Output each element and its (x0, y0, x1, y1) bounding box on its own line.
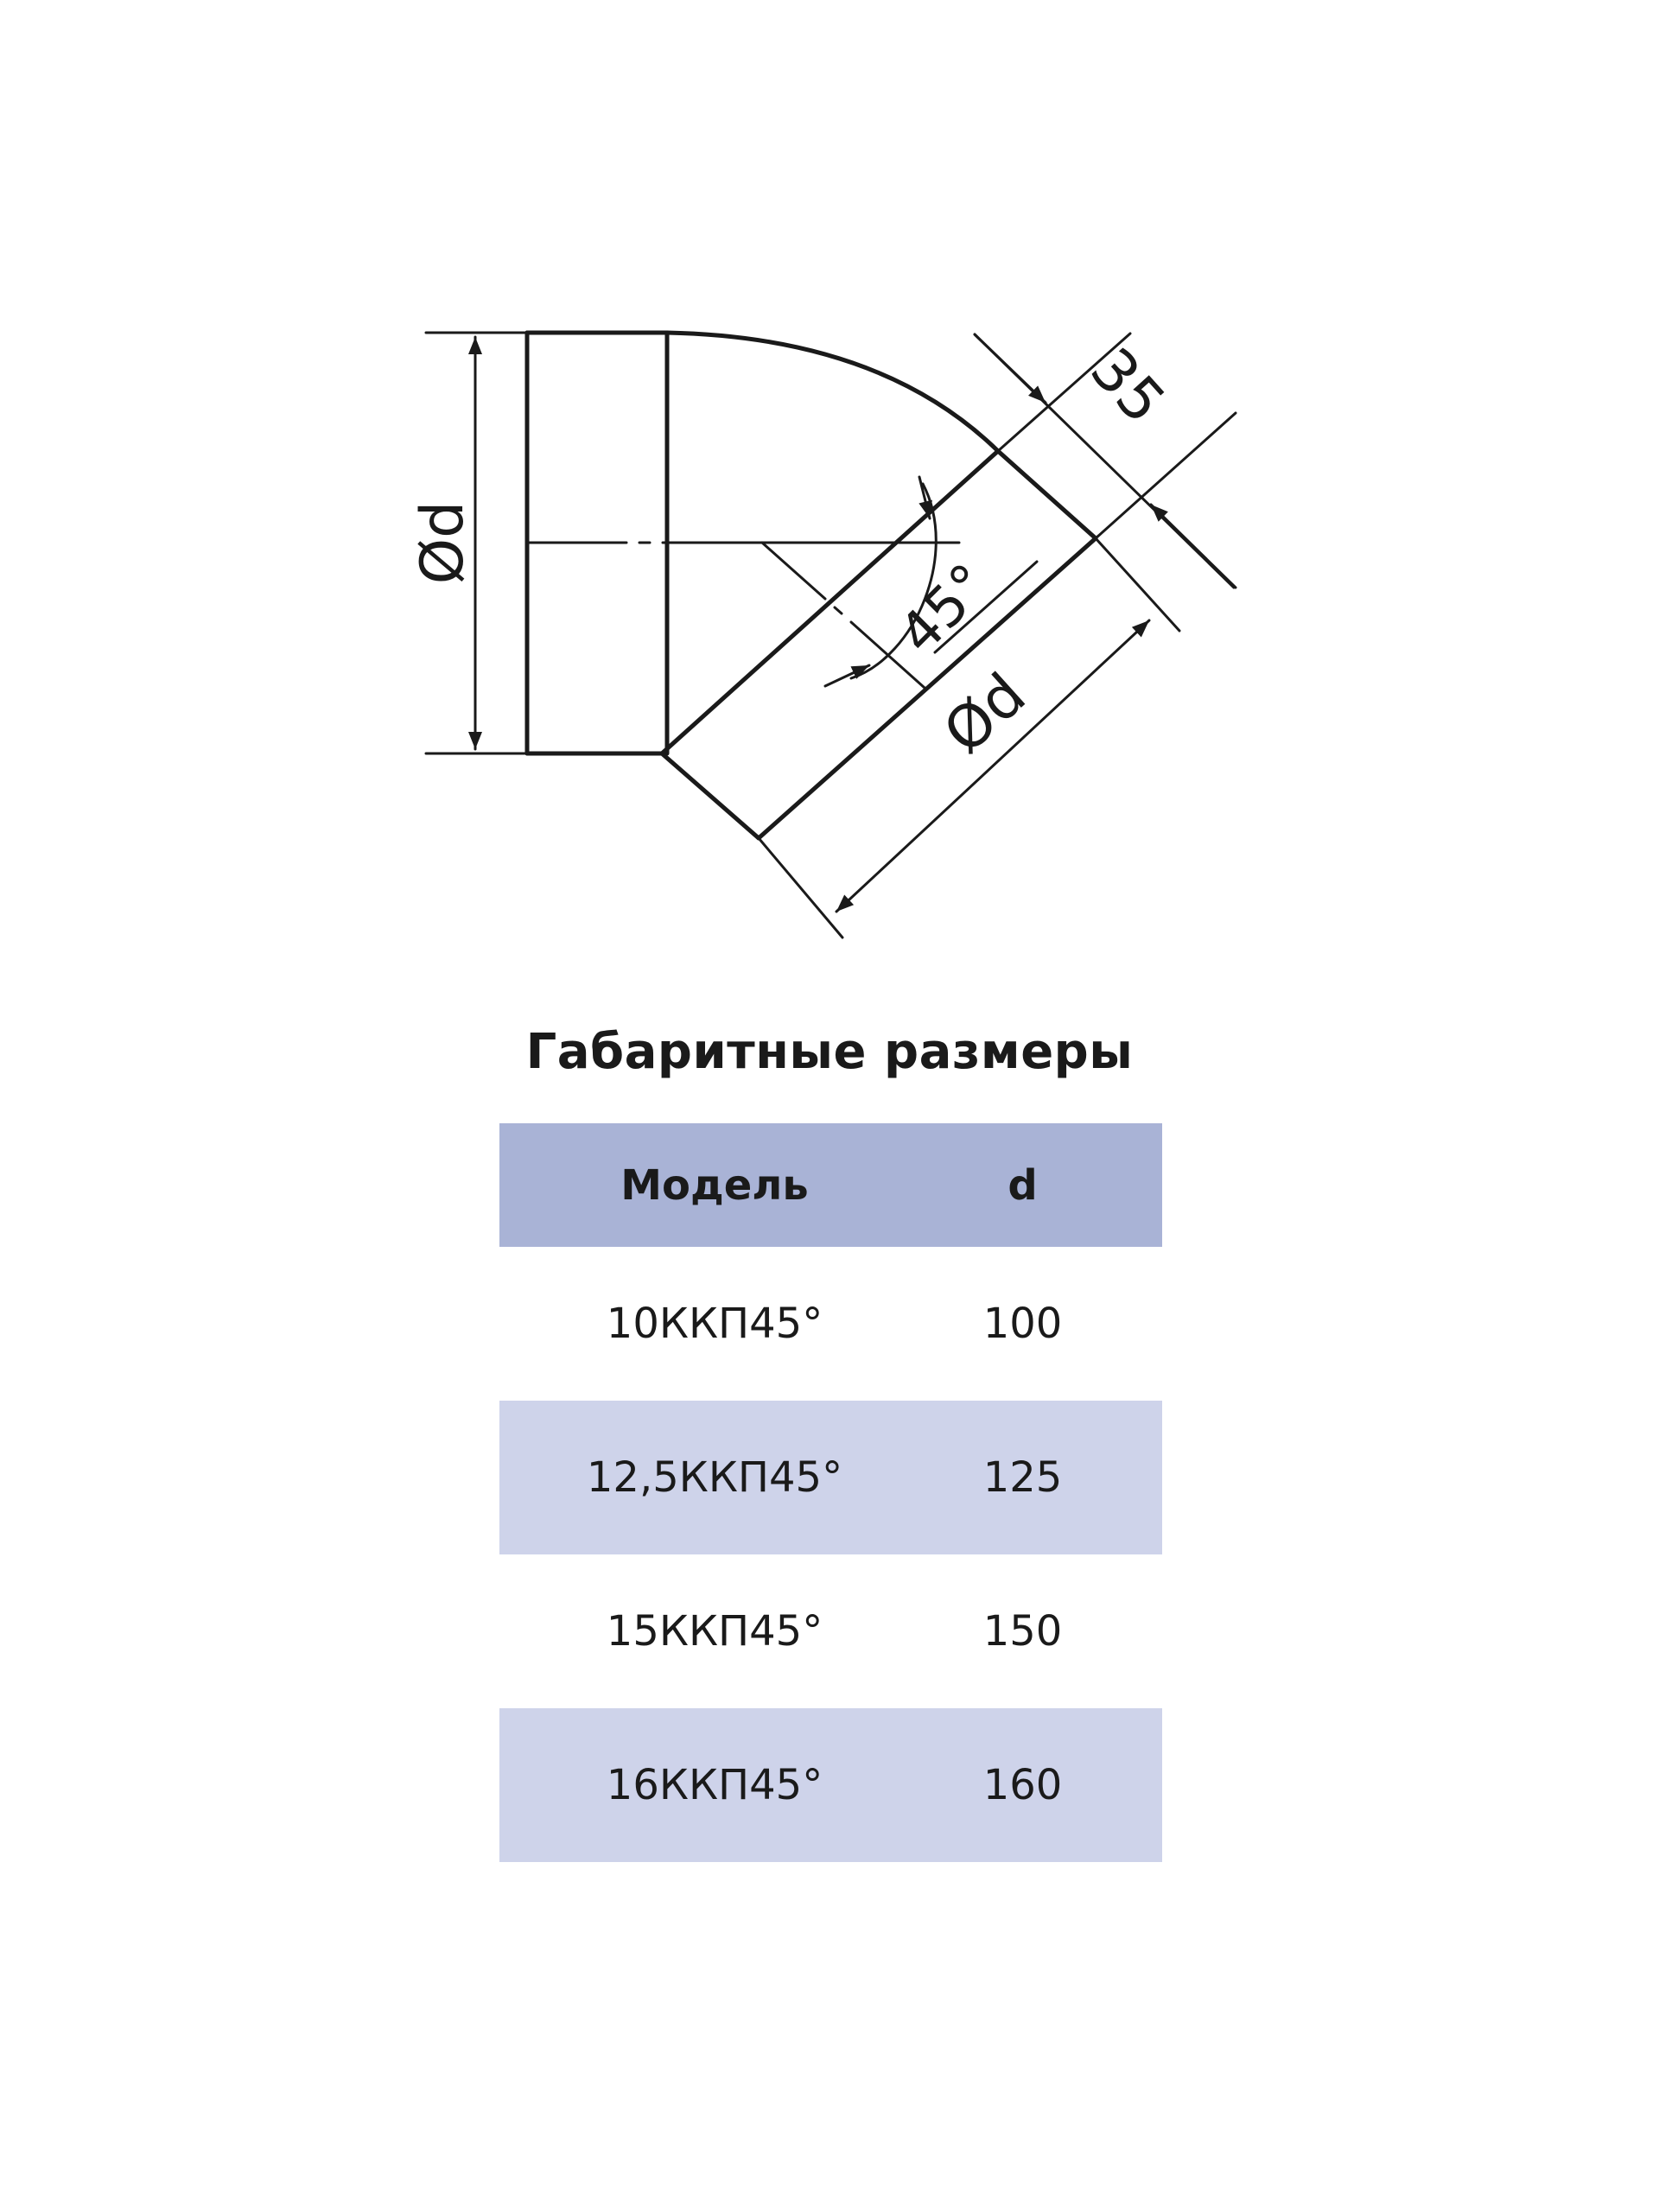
table-header-row (499, 1123, 1162, 1247)
diameter-label-left: Ød (409, 500, 477, 585)
socket-length-label: 35 (1077, 335, 1179, 437)
d-cell: 150 (982, 1607, 1063, 1656)
dimensions-table (499, 1123, 1162, 1862)
angle-label: 45° (887, 551, 1002, 667)
dimensions-table-title: Габаритные размеры (525, 1024, 1134, 1080)
angle-arc (825, 477, 936, 686)
d-cell: 160 (982, 1761, 1063, 1809)
d-cell: 100 (982, 1300, 1063, 1348)
model-cell: 16ККП45° (606, 1761, 823, 1809)
table-row (499, 1554, 1162, 1708)
model-cell: 10ККП45° (606, 1300, 823, 1348)
d-cell: 125 (982, 1453, 1063, 1502)
column-header-model: Модель (620, 1160, 809, 1210)
diameter-label-outlet: Ød (931, 660, 1039, 767)
model-cell: 12,5ККП45° (586, 1453, 843, 1502)
elbow-diagram (0, 0, 1659, 968)
table-row (499, 1247, 1162, 1401)
column-header-d: d (1007, 1160, 1038, 1210)
table-row (499, 1401, 1162, 1554)
model-cell: 15ККП45° (606, 1607, 823, 1656)
table-row (499, 1708, 1162, 1862)
